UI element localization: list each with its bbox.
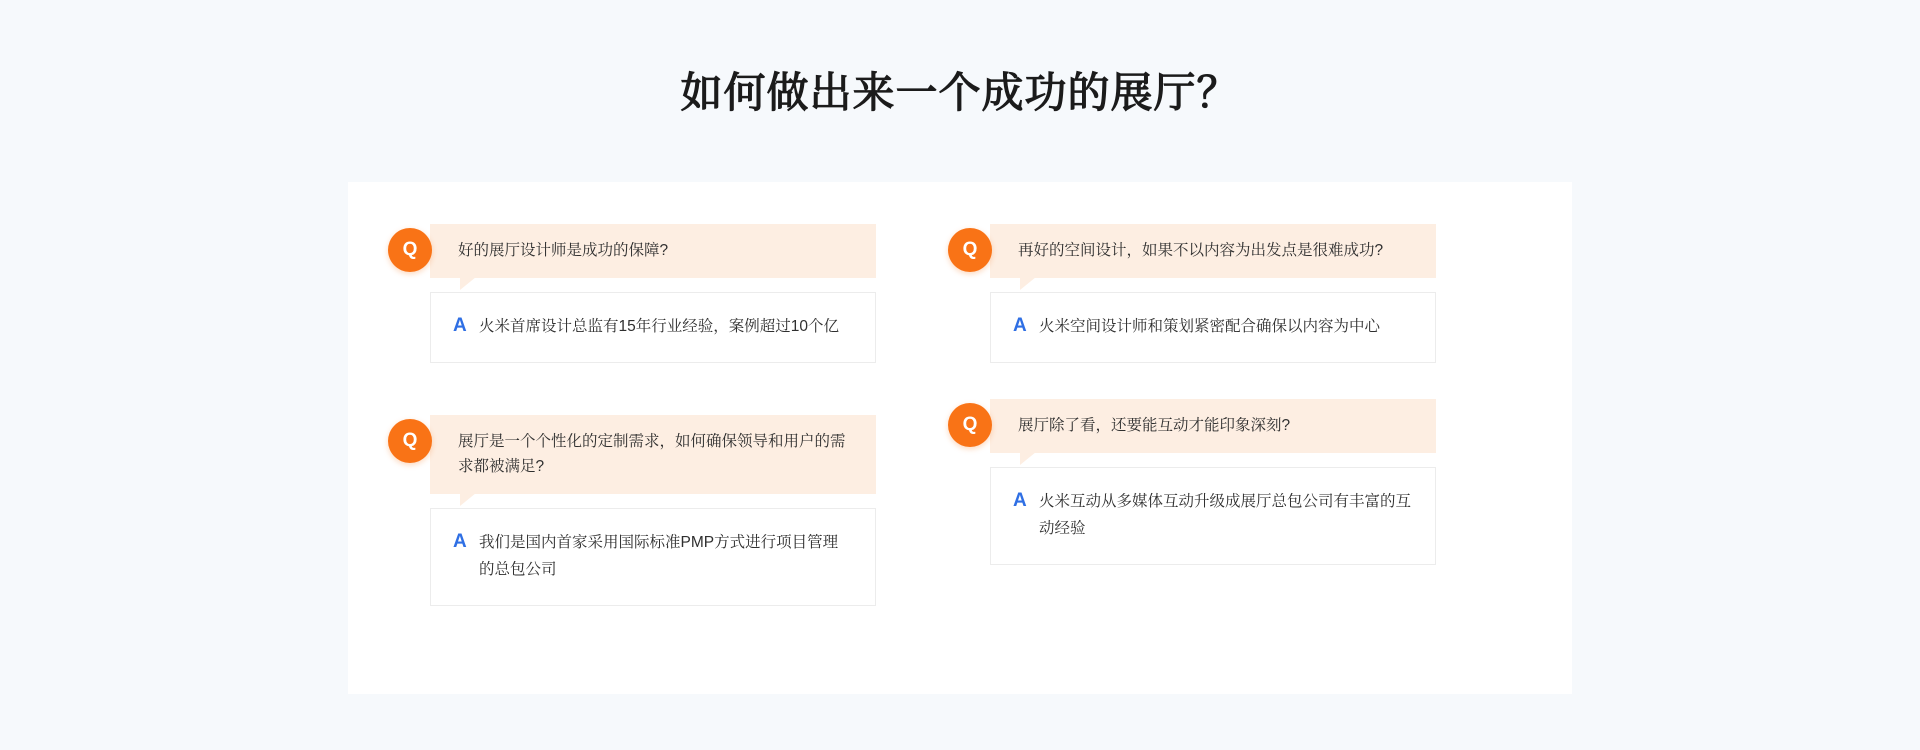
bubble-tail-icon xyxy=(460,277,476,290)
answer-row xyxy=(430,292,876,363)
bubble-tail-icon xyxy=(460,493,476,506)
column-spacer xyxy=(388,381,876,415)
question-text: 展厅除了看，还要能互动才能印象深刻? xyxy=(1018,417,1291,434)
question-bubble xyxy=(990,399,1436,453)
left-column xyxy=(388,224,876,624)
question-marker-badge: Q xyxy=(948,228,992,272)
qa-item xyxy=(388,224,876,363)
question-text: 好的展厅设计师是成功的保障? xyxy=(458,242,669,259)
question-marker-badge: Q xyxy=(948,403,992,447)
answer-text: 我们是国内首家采用国际标准PMP方式进行项目管理的总包公司 xyxy=(479,534,839,578)
faq-columns xyxy=(348,182,1572,624)
question-marker-badge: Q xyxy=(388,419,432,463)
bubble-tail-icon xyxy=(1020,277,1036,290)
question-bubble xyxy=(990,224,1436,278)
right-column xyxy=(948,224,1436,624)
answer-text: 火米空间设计师和策划紧密配合确保以内容为中心 xyxy=(1039,318,1381,335)
answer-marker-label: A xyxy=(1013,315,1027,336)
question-row xyxy=(948,224,1436,278)
page-title: 如何做出来一个成功的展厅？ xyxy=(680,69,1240,116)
bubble-tail-icon xyxy=(1020,452,1036,465)
answer-row xyxy=(990,467,1436,565)
question-text: 展厅是一个个性化的定制需求，如何确保领导和用户的需求都被满足? xyxy=(458,433,846,475)
answer-row xyxy=(430,508,876,606)
column-spacer xyxy=(948,381,1436,399)
answer-row xyxy=(990,292,1436,363)
question-row xyxy=(388,415,876,494)
answer-marker-label: A xyxy=(453,315,467,336)
question-bubble xyxy=(430,415,876,494)
question-text: 再好的空间设计，如果不以内容为出发点是很难成功? xyxy=(1018,242,1384,259)
question-marker-badge: Q xyxy=(388,228,432,272)
answer-marker-label: A xyxy=(1013,490,1027,511)
answer-text: 火米首席设计总监有15年行业经验，案例超过10个亿 xyxy=(479,318,839,335)
faq-panel xyxy=(348,182,1572,694)
answer-text: 火米互动从多媒体互动升级成展厅总包公司有丰富的互动经验 xyxy=(1039,493,1412,537)
qa-item xyxy=(948,224,1436,363)
answer-marker-label: A xyxy=(453,531,467,552)
question-bubble xyxy=(430,224,876,278)
question-row xyxy=(388,224,876,278)
qa-item xyxy=(388,415,876,606)
question-row xyxy=(948,399,1436,453)
qa-item xyxy=(948,399,1436,565)
